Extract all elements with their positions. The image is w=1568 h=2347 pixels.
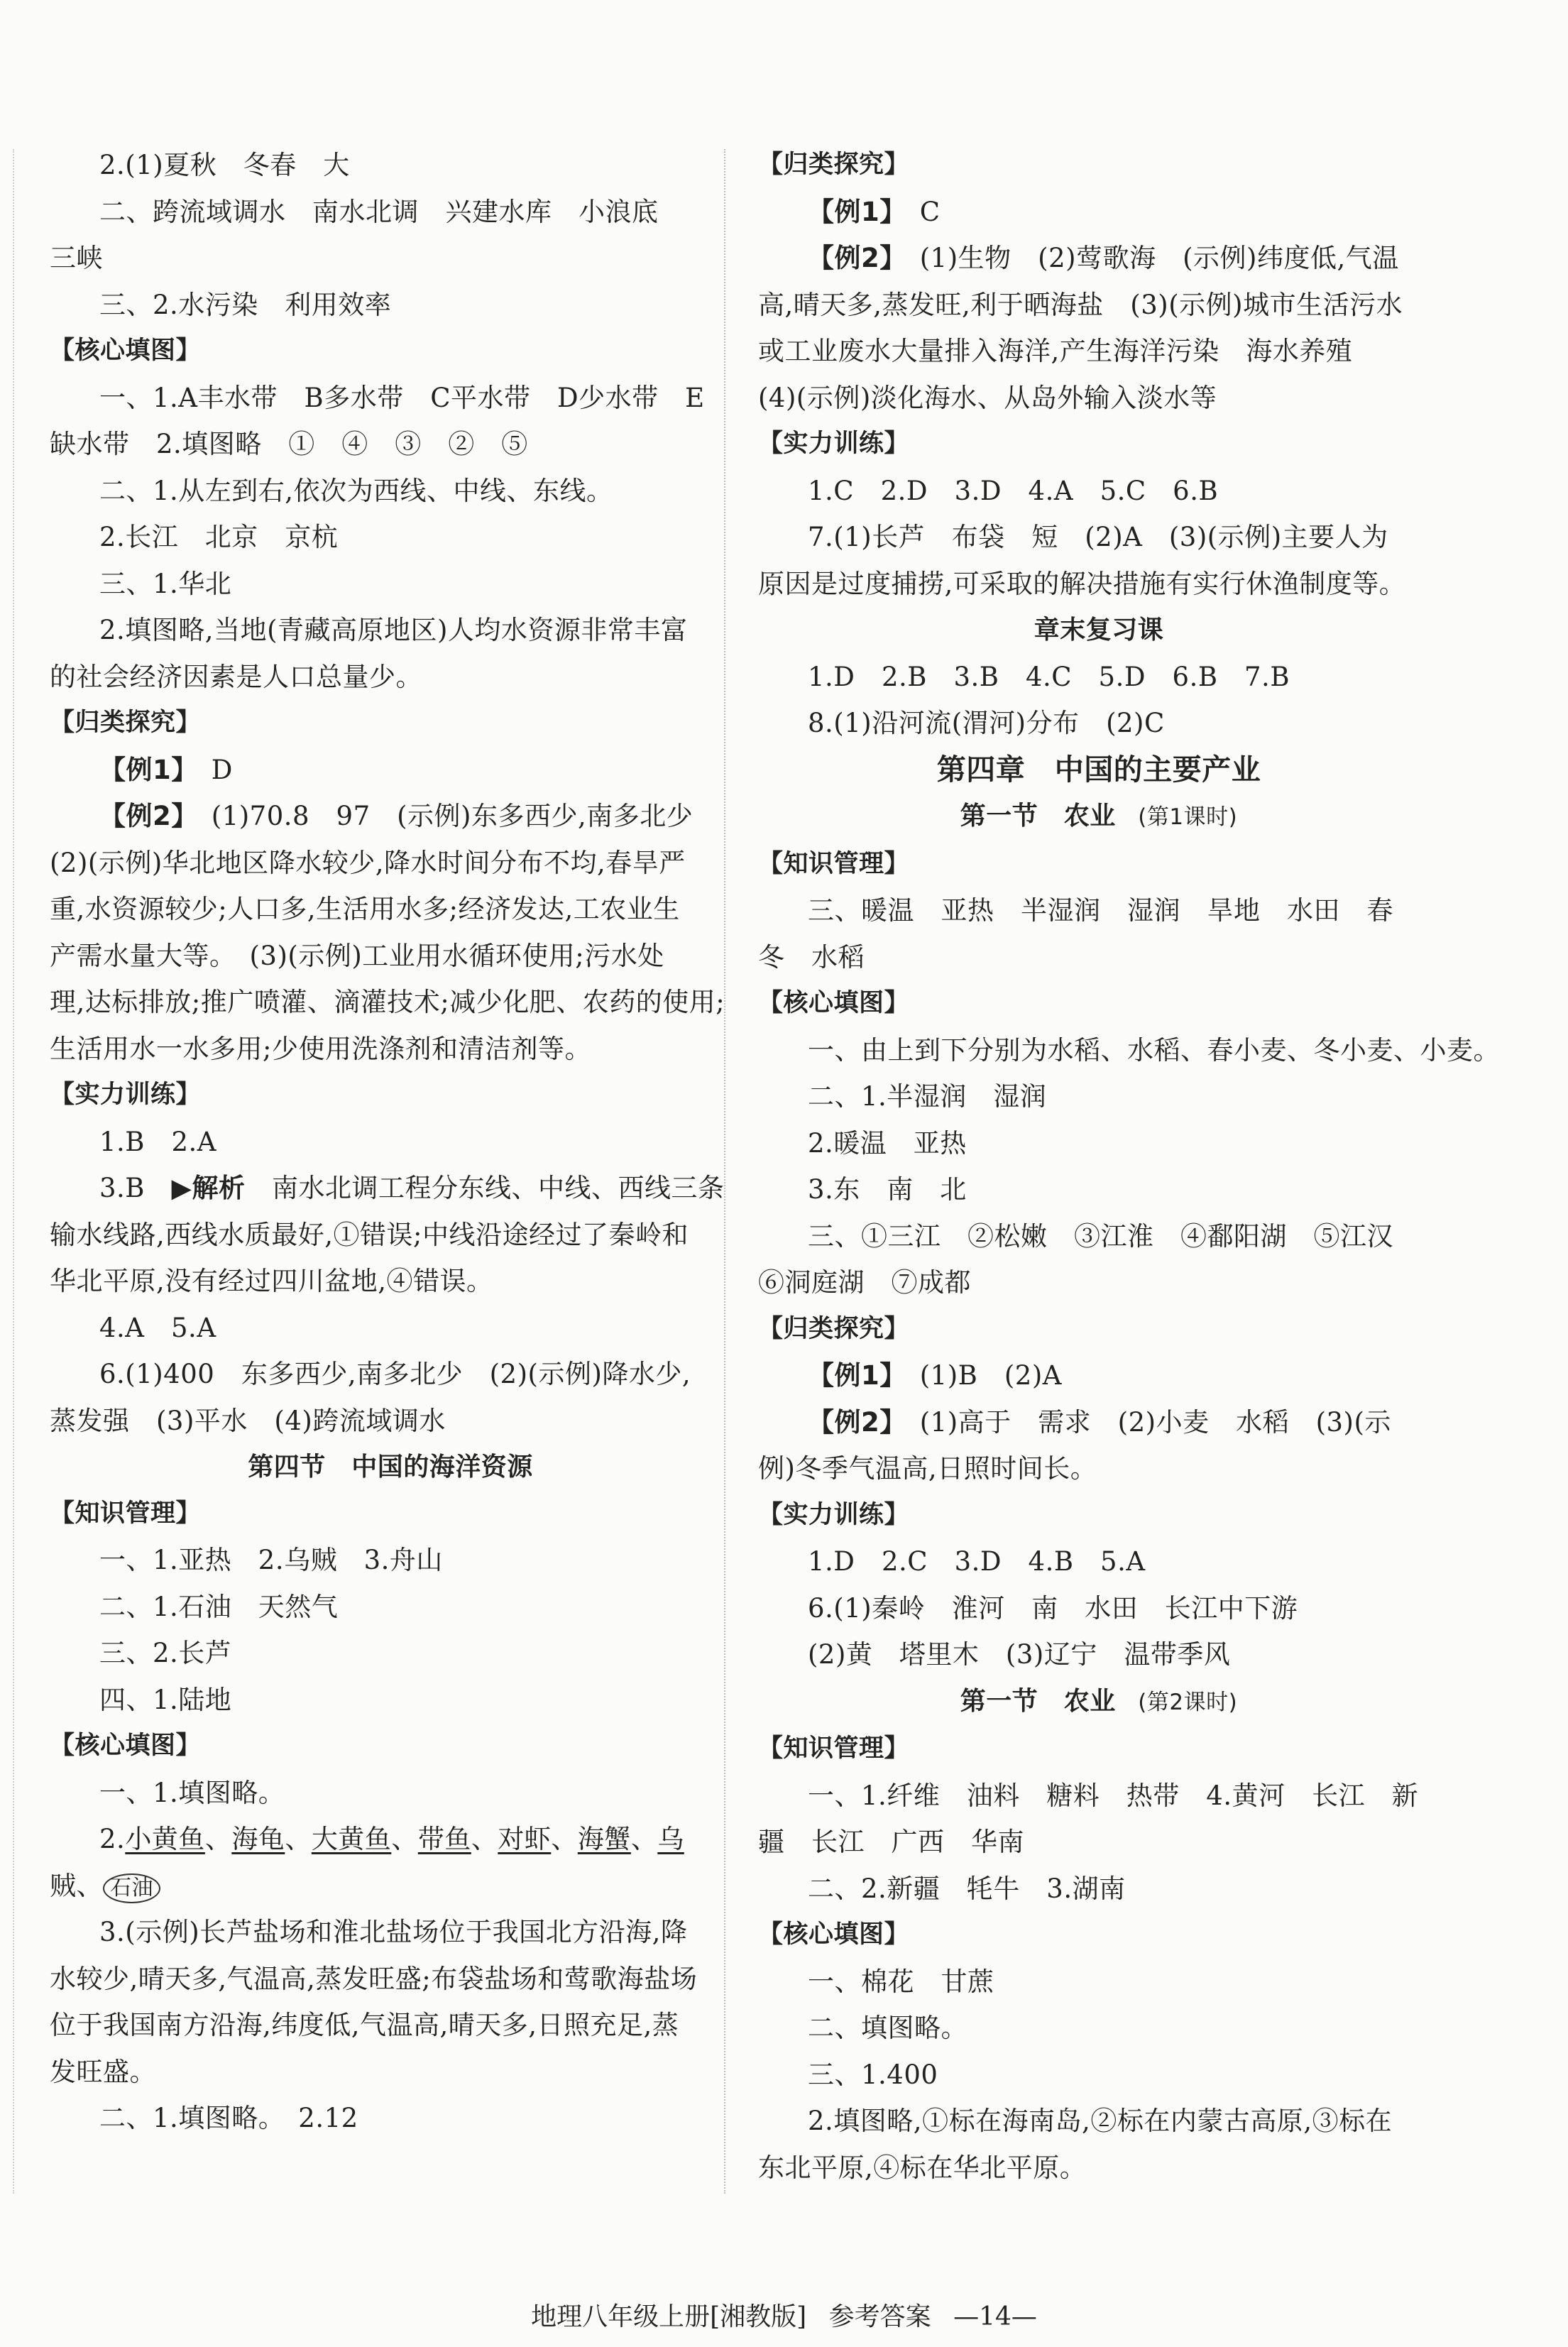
answer-text: 7.(1)长芦 布袋 短 (2)A (3)(示例)主要人为 [808,522,1388,552]
answer-text: 高,晴天多,蒸发旺,利于晒海盐 (3)(示例)城市生活污水 [758,289,1403,320]
answer-text: 二、1.填图略。 2.12 [99,2103,358,2133]
answer-text: 6.(1)秦岭 淮河 南 水田 长江中下游 [808,1592,1298,1624]
answer-text: 【归类探究】 [758,1314,910,1343]
answer-text: 一、由上到下分别为水稻、水稻、春小麦、冬小麦、小麦。 [808,1034,1500,1066]
answer-text: (2)(示例)华北地区降水较少,降水时间分布不均,春旱严 [50,847,686,878]
answer-text: 三峡 [50,243,103,273]
right-line [758,1631,1440,1678]
right-section-header [758,1492,1440,1539]
circled-answer: 石油 [103,1873,160,1903]
left-line [50,2002,731,2049]
answer-text: 南水北调工程分东线、中线、西线三条 [245,1173,725,1203]
answer-text: 贼、 [50,1870,103,1901]
answer-text: (1)70.8 97 (示例)东多西少,南多北少 [185,801,693,831]
answer-text: 原因是过度捕捞,可采取的解决措施有实行休渔制度等。 [758,568,1406,599]
answer-text: 一、1.纤维 油料 糖料 热带 4.黄河 长江 新 [808,1780,1419,1811]
right-line [758,514,1440,561]
right-line [758,235,1440,282]
left-section-header [50,328,731,375]
right-line [758,2145,1440,2192]
right-line [758,1585,1440,1632]
separator: 、 [285,1824,312,1854]
answer-text: 【实力训练】 [758,1500,910,1529]
answer-text: D [185,754,233,785]
answer-text: (1)B (2)A [893,1360,1062,1391]
left-section-header [50,1072,731,1119]
right-section-header [758,1912,1440,1959]
right-line [758,375,1440,422]
example-label: 【例2】 [808,243,894,273]
right-line [758,1445,1440,1492]
answer-text: 二、填图略。 [808,2013,967,2043]
left-line [50,235,731,282]
answer-text: 水较少,晴天多,气温高,蒸发旺盛;布袋盐场和莺歌海盐场 [50,1963,698,1994]
right-column [758,142,1500,2191]
left-line [50,1677,731,1724]
answer-text: 1.D 2.C 3.D 4.B 5.A [808,1546,1146,1577]
right-line [758,934,1440,981]
answer-text: 第一节 农业 [960,1686,1116,1716]
answer-text: 三、暖温 亚热 半湿润 湿润 旱地 水田 春 [808,895,1393,926]
answer-text: 【知识管理】 [758,849,910,878]
left-line [50,979,731,1026]
left-line [50,747,731,794]
answer-text: (4)(示例)淡化海水、从岛外输入淡水等 [758,382,1217,413]
right-line [758,2052,1440,2099]
lesson-period: (第2课时) [1115,1689,1238,1715]
right-section-title [758,1678,1440,1727]
separator: 、 [391,1824,418,1854]
right-section-header [758,980,1440,1027]
right-section-header [758,421,1440,468]
left-line [50,142,731,189]
answer-text: 东北平原,④标在华北平原。 [758,2152,1087,2183]
underlined-answer: 对虾 [498,1824,552,1854]
answer-text: 产需水量大等。 (3)(示例)工业用水循环使用;污水处 [50,940,664,971]
separator: 、 [551,1824,578,1854]
underlined-answer: 乌 [657,1824,684,1854]
right-line [758,1027,1500,1074]
right-section-title [758,607,1440,654]
right-line [758,1166,1440,1213]
right-section-title [758,793,1440,841]
answer-text: 【核心填图】 [50,1731,202,1760]
page-footer [0,2297,1568,2333]
left-line [50,1630,731,1677]
left-line [50,1398,731,1445]
answer-text: 第四章 中国的主要产业 [936,752,1261,787]
left-line [50,1816,731,1863]
left-section-header [50,1723,731,1770]
left-line [50,421,731,468]
answer-text: 重,水资源较少;人口多,生活用水多;经济发达,工农业生 [50,894,680,924]
answer-text: 一、1.填图略。 [99,1777,285,1808]
answer-text: 【实力训练】 [758,430,910,458]
right-chapter-title [758,747,1440,794]
right-line [758,468,1440,515]
page-number: —14— [953,2302,1037,2331]
right-line [758,1213,1440,1260]
answer-text: 例)冬季气温高,日照时间长。 [758,1453,1097,1484]
left-line [50,1026,731,1073]
answer-text: 生活用水一水多用;少使用洗涤剂和清洁剂等。 [50,1033,591,1064]
left-line [50,607,731,654]
answer-text: 1.B 2.A [99,1126,217,1157]
answer-text: 第一节 农业 [960,802,1116,831]
answer-text: 1.D 2.B 3.B 4.C 5.D 6.B 7.B [808,661,1290,692]
right-line [758,1959,1440,2006]
left-line [50,1119,731,1166]
answer-text: (1)生物 (2)莺歌海 (示例)纬度低,气温 [893,243,1399,273]
answer-text: 一、1.A丰水带 B多水带 C平水带 D少水带 E [99,382,705,413]
answer-text: 二、1.石油 天然气 [99,1591,339,1622]
example-label: 【例2】 [99,801,185,831]
example-label: 【例1】 [808,1360,894,1391]
answer-text: 四、1.陆地 [99,1684,232,1715]
footer-subject: 地理八年级上册[湘教版] [531,2302,807,2331]
answer-text: 第四节 中国的海洋资源 [248,1452,533,1482]
separator: 、 [204,1824,232,1854]
underlined-answer: 大黄鱼 [311,1824,392,1854]
left-line [50,654,731,701]
answer-text: 三、1.400 [808,2059,938,2090]
answer-text: 2.(1)夏秋 冬春 大 [99,150,350,180]
example-label: 【例2】 [808,1406,894,1438]
answer-text: 缺水带 2.填图略 ① ④ ③ ② ⑤ [50,429,528,459]
left-line [50,1537,731,1584]
answer-text: 3.(示例)长芦盐场和淮北盐场位于我国北方沿海,降 [99,1917,688,1947]
left-line [50,2095,731,2142]
answer-text: C [893,196,941,227]
answer-text: 二、跨流域调水 南水北调 兴建水库 小浪底 [99,196,659,227]
answer-text: 一、1.亚热 2.乌贼 3.舟山 [99,1545,443,1575]
answer-text: 三、2.长芦 [99,1638,232,1668]
right-line [758,887,1440,934]
left-line [50,793,731,840]
lesson-period: (第1课时) [1115,804,1238,830]
answer-text: 三、2.水污染 利用效率 [99,289,392,320]
answer-text: 【知识管理】 [50,1499,202,1528]
right-section-header [758,841,1440,888]
answer-text: 【归类探究】 [758,151,910,179]
answer-text: 【核心填图】 [758,1920,910,1949]
example-label: 【例1】 [99,754,185,785]
right-line [758,1819,1440,1866]
right-line [758,654,1440,701]
answer-text: 2. [99,1824,126,1854]
left-line [50,1956,731,2003]
answer-text: 二、1.从左到右,依次为西线、中线、东线。 [99,475,613,506]
answer-text: 2.填图略,当地(青藏高原地区)人均水资源非常丰富 [99,615,688,645]
left-line [50,514,731,561]
answer-text: 8.(1)沿河流(渭河)分布 (2)C [808,708,1165,738]
left-line [50,2049,731,2096]
left-line [50,1258,731,1305]
left-line [50,282,731,329]
right-line [758,1259,1440,1306]
right-line [758,282,1440,329]
right-line [758,1120,1440,1167]
right-section-header [758,1306,1440,1353]
left-column [50,142,731,2142]
right-section-header [758,1726,1440,1773]
answer-text: 冬 水稻 [758,941,865,973]
answer-text: 3.东 南 北 [808,1174,967,1205]
left-line [50,1770,731,1817]
answer-text: 三、1.华北 [99,568,232,599]
underlined-answer: 带鱼 [417,1824,471,1854]
answer-text: 二、1.半湿润 湿润 [808,1081,1047,1112]
left-line [50,1351,731,1398]
answer-text: 二、2.新疆 牦牛 3.湖南 [808,1873,1126,1904]
left-line [50,561,731,608]
left-line [50,1863,731,1910]
answer-text: 位于我国南方沿海,纬度低,气温高,晴天多,日照充足,蒸 [50,2010,679,2040]
right-line [758,1399,1440,1446]
left-section-title [50,1444,731,1491]
underlined-answer: 海蟹 [577,1824,631,1854]
answer-text: 章末复习课 [1034,616,1164,645]
right-line [758,1538,1440,1585]
right-section-header [758,142,1440,189]
answer-text: 【实力训练】 [50,1081,202,1109]
answer-text: 【核心填图】 [758,989,910,1017]
answer-text: 2.长江 北京 京杭 [99,522,339,552]
right-line [758,1073,1440,1120]
right-line [758,328,1440,375]
left-line [50,1584,731,1631]
answer-text: 4.A 5.A [99,1312,216,1343]
analysis-label: ▶解析 [171,1173,246,1203]
answer-text: 输水线路,西线水质最好,①错误;中线沿途经过了秦岭和 [50,1219,689,1250]
margin-rule [13,149,14,2194]
answer-text: 或工业废水大量排入海洋,产生海洋污染 海水养殖 [758,336,1353,366]
right-line [758,1866,1440,1913]
left-line [50,886,731,933]
answer-text: 发旺盛。 [50,2056,156,2087]
right-line [758,561,1440,608]
left-line [50,840,731,887]
answer-text: (1)高于 需求 (2)小麦 水稻 (3)(示 [893,1406,1391,1438]
answer-text: 蒸发强 (3)平水 (4)跨流域调水 [50,1405,446,1436]
left-section-header [50,1491,731,1538]
answer-text: 2.暖温 亚热 [808,1127,967,1159]
left-line [50,933,731,980]
left-line [50,1305,731,1352]
answer-text: 三、①三江 ②松嫩 ③江淮 ④鄱阳湖 ⑤江汉 [808,1220,1393,1252]
answer-text: ⑥洞庭湖 ⑦成都 [758,1267,971,1298]
separator: 、 [630,1824,658,1854]
right-line [758,700,1440,747]
right-line [758,1773,1440,1820]
left-line [50,1212,731,1259]
answer-text: 3.B [99,1173,172,1203]
answer-text: 理,达标排放;推广喷灌、滴灌技术;减少化肥、农药的使用; [50,987,725,1017]
answer-text: 1.C 2.D 3.D 4.A 5.C 6.B [808,475,1219,506]
right-line [758,2098,1440,2145]
answer-text: 【核心填图】 [50,337,202,365]
right-line [758,1352,1440,1399]
left-line [50,468,731,515]
column-divider [724,149,725,2194]
left-section-header [50,700,731,747]
left-line [50,375,731,422]
left-line [50,1909,731,1956]
answer-text: 一、棉花 甘蔗 [808,1966,994,1997]
answer-text: (2)黄 塔里木 (3)辽宁 温带季风 [808,1639,1231,1670]
underlined-answer: 小黄鱼 [125,1824,205,1854]
right-line [758,2005,1440,2052]
answer-text: 6.(1)400 东多西少,南多北少 (2)(示例)降水少, [99,1359,691,1389]
left-line [50,1165,731,1212]
answer-text: 的社会经济因素是人口总量少。 [50,661,422,692]
example-label: 【例1】 [808,196,894,227]
answer-text: 【归类探究】 [50,709,202,737]
underlined-answer: 海龟 [231,1824,285,1854]
separator: 、 [471,1824,498,1854]
footer-label: 参考答案 [828,2302,931,2331]
answer-text: 2.填图略,①标在海南岛,②标在内蒙古高原,③标在 [808,2106,1393,2136]
right-line [758,189,1440,236]
answer-text: 疆 长江 广西 华南 [758,1827,1024,1857]
answer-text: 华北平原,没有经过四川盆地,④错误。 [50,1266,493,1296]
left-line [50,189,731,236]
answer-text: 【知识管理】 [758,1734,910,1763]
